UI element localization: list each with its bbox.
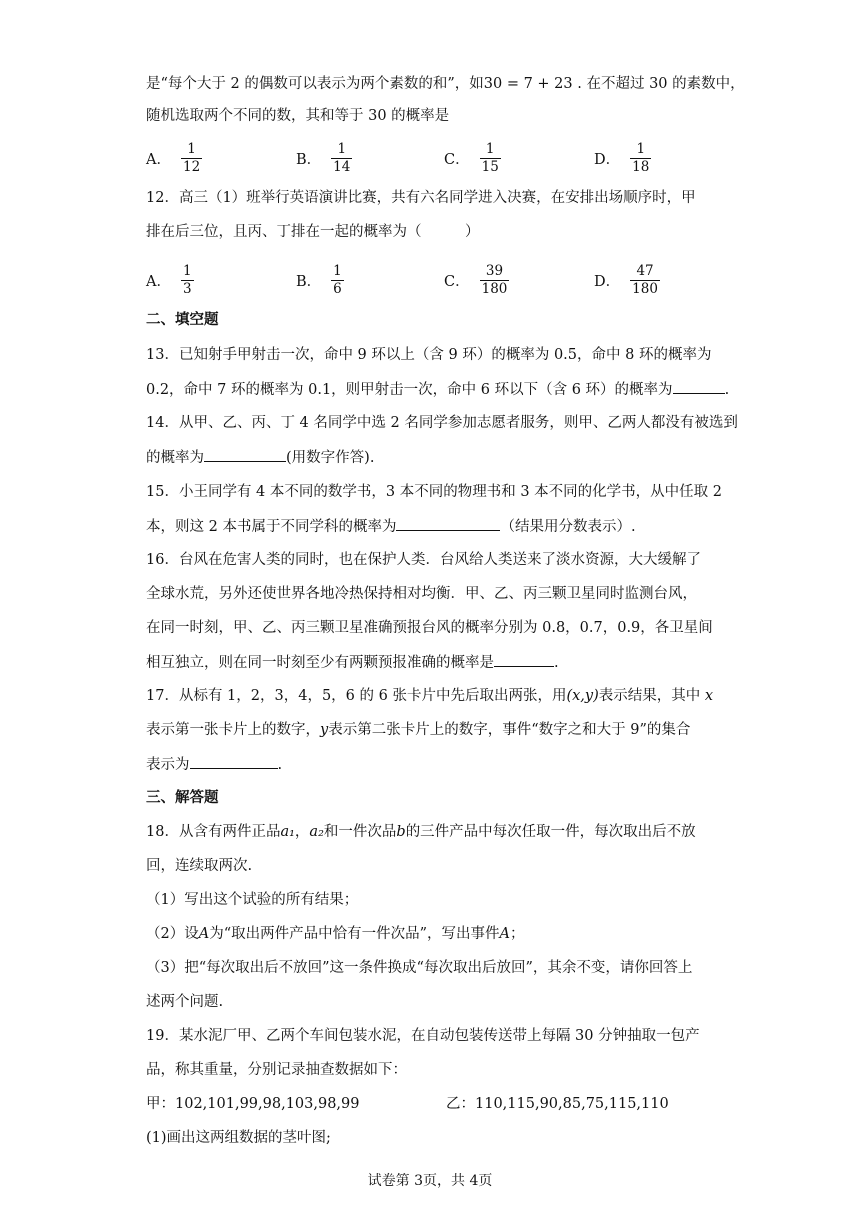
- q16-line2: 全球水荒，另外还使世界各地冷热保持相对均衡．甲、乙、丙三颗卫星同时监测台风，: [146, 586, 697, 602]
- q15-line2: 本，则这 2 本书属于不同学科的概率为 （结果用分数表示）.: [146, 516, 636, 537]
- fraction: $\frac{39}{180}$: [481, 262, 508, 297]
- q11-choices: [146, 136, 766, 180]
- page-footer: 试卷第 3页，共 4页: [367, 1173, 493, 1189]
- q17-line2: 表示第一张卡片上的数字，y表示第二张卡片上的数字，事件“数字之和大于 9”的集合: [146, 722, 691, 738]
- q14-line1: 14．从甲、乙、丙、丁 4 名同学中选 2 名同学参加志愿者服务，则甲、乙两人都没有被选到: [146, 415, 738, 431]
- q12-line1: 12．高三（1）班举行英语演讲比赛，共有六名同学进入决赛，在安排出场顺序时，甲: [146, 190, 696, 206]
- fraction: $\frac{1}{12}$: [182, 140, 201, 175]
- q18-part3: （3）把“每次取出后不放回”这一条件换成“每次取出后放回”，其余不变，请你回答上: [146, 960, 693, 976]
- fraction: $\frac{1}{15}$: [481, 140, 499, 175]
- q12-choice-d: D． $\frac{47}{180}$: [594, 262, 658, 297]
- q13-line1: 13．已知射手甲射击一次，命中 9 环以上（含 9 环）的概率为 0.5，命中 8 环的概率为: [146, 347, 712, 363]
- q19-line1: 19．某水泥厂甲、乙两个车间包装水泥，在自动包装传送带上每隔 30 分钟抽取一包产: [146, 1028, 700, 1044]
- q12-choice-c: C． $\frac{39}{180}$: [444, 262, 508, 297]
- section-heading-answer: 三、解答题: [146, 789, 219, 806]
- q11-choice-d: D． $\frac{1}{18}$: [594, 140, 650, 175]
- q12-line2: 排在后三位，且丙、丁排在一起的概率为（ ）: [146, 224, 480, 240]
- fraction: $\frac{1}{6}$: [333, 262, 342, 297]
- q11-line1: 是“每个大于 2 的偶数可以表示为两个素数的和”，如30 = 7 + 23 . 在不超过 30 的素数中，: [146, 76, 745, 92]
- q19-data-jia: 甲：102,101,99,98,103,98,99: [146, 1096, 360, 1112]
- q11-choice-a: A． $\frac{1}{12}$: [146, 140, 201, 175]
- fraction: $\frac{1}{18}$: [632, 140, 650, 175]
- q11-line2: 随机选取两个不同的数，其和等于 30 的概率是: [146, 108, 450, 124]
- answer-blank: [190, 754, 278, 769]
- q16-line4: 相互独立，则在同一时刻至少有两颗预报准确的概率是 .: [146, 652, 559, 673]
- answer-blank: [673, 379, 725, 394]
- q18-part1: （1）写出这个试验的所有结果；: [146, 892, 359, 908]
- q17-line1: 17．从标有 1，2，3，4，5，6 的 6 张卡片中先后取出两张，用(x,y)表示结果，其中 x: [146, 688, 714, 704]
- answer-blank: [494, 652, 554, 667]
- q12-choice-a: A． $\frac{1}{3}$: [146, 262, 192, 297]
- q19-part1: (1)画出这两组数据的茎叶图;: [146, 1130, 331, 1146]
- fraction: $\frac{1}{14}$: [333, 140, 351, 175]
- q11-choice-b: B． $\frac{1}{14}$: [296, 140, 351, 175]
- q19-line2: 品，称其重量，分别记录抽查数据如下：: [146, 1062, 407, 1078]
- q18-part3-cont: 述两个问题.: [146, 994, 224, 1010]
- answer-blank: [204, 447, 286, 462]
- q15-line1: 15．小王同学有 4 本不同的数学书，3 本不同的物理书和 3 本不同的化学书，从中任取 2: [146, 484, 723, 500]
- answer-blank: [396, 516, 500, 531]
- q11-choice-c: C． $\frac{1}{15}$: [444, 140, 499, 175]
- fraction: $\frac{1}{3}$: [182, 262, 192, 297]
- section-heading-fill-in: 二、填空题: [146, 311, 219, 328]
- q12-choices: [146, 258, 766, 302]
- q17-line3: 表示为 .: [146, 754, 282, 775]
- q18-part2: （2）设A为“取出两件产品中恰有一件次品”，写出事件A；: [146, 926, 525, 942]
- q12-choice-b: B． $\frac{1}{6}$: [296, 262, 342, 297]
- q16-line1: 16．台风在危害人类的同时，也在保护人类．台风给人类送来了淡水资源，大大缓解了: [146, 552, 701, 568]
- q19-data-yi: 乙：110,115,90,85,75,115,110: [446, 1096, 669, 1112]
- q14-line2: 的概率为 (用数字作答).: [146, 447, 374, 468]
- fraction: $\frac{47}{180}$: [632, 262, 658, 297]
- q13-line2: 0.2，命中 7 环的概率为 0.1，则甲射击一次，命中 6 环以下（含 6 环）的概率为 .: [146, 379, 729, 400]
- q18-line1: 18．从含有两件正品a₁，a₂和一件次品b的三件产品中每次任取一件，每次取出后不放: [146, 824, 696, 840]
- q18-line2: 回，连续取两次.: [146, 858, 253, 874]
- q16-line3: 在同一时刻，甲、乙、丙三颗卫星准确预报台风的概率分别为 0.8，0.7，0.9，各卫星间: [146, 620, 713, 636]
